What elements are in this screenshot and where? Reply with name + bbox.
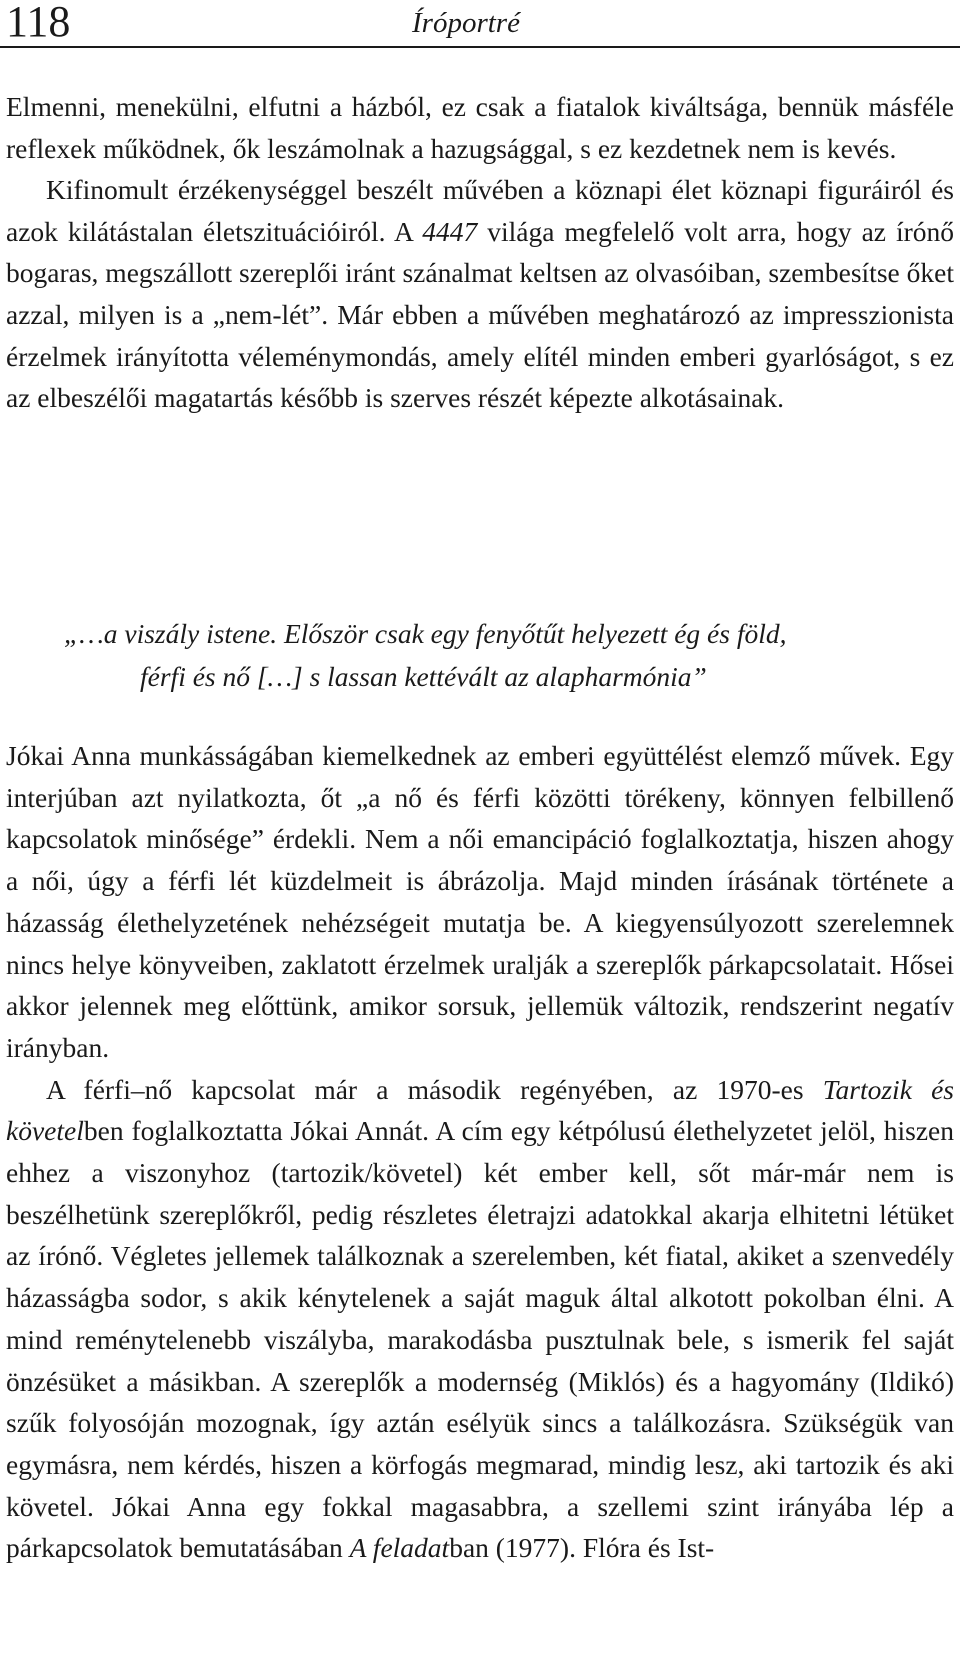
running-title: Íróportré: [412, 7, 520, 39]
page-header: [0, 0, 960, 50]
quote-line: „…a viszály istene. Először csak egy fenyőtűt helyezett ég és föld,: [64, 618, 787, 649]
motto-quote: [64, 612, 894, 698]
paragraph: Elmenni, menekülni, elfutni a házból, ez csak a fiatalok kiváltsága, bennük másféle reflexek működnek, ők leszámolnak a hazugsággal, s ez kezdetnek nem is kevés.: [6, 91, 954, 164]
paragraph: [6, 169, 954, 419]
text-block-1: [6, 86, 954, 419]
work-title: A feladat: [349, 1532, 450, 1564]
text-run: ban (1977). Flóra és Ist-: [449, 1532, 715, 1564]
work-title: Tartozik és követel: [6, 1073, 954, 1147]
work-title: 4447: [422, 215, 478, 247]
text-run: világa megfelelő volt arra, hogy az írónő bogaras, megszállott szereplői iránt szánalmat keltsen az olvasóiban, szembesítse őket azzal, milyen is a „nem-lét”. Már ebben a művében meghatározó az impresszionista érzelmek irányította véleménymondás, amely elítél minden emberi gyarlóságot, s ez az elbeszélői magatartás később is szerves részét képezte alkotásainak.: [6, 215, 954, 414]
paragraph: [6, 1069, 954, 1569]
text-run: ben foglalkoztatta Jókai Annát. A cím egy kétpólusú élethelyzetet jelöl, hiszen ehhez a viszonyhoz (tartozik/követel) két ember kell, sőt már-már nem is beszélhetünk szereplőkről, pedig részletes életrajzi adatokkal akarja elhitetni létüket az írónő. Végletes jellemek találkoznak a szerelemben, két fiatal, akiket a szenvedély házasságba sodor, s akik kénytelenek a saját maguk által alkotott pokolban élni. A mind reménytelenebb viszályba, marakodásba pusztulnak bele, s ismerik fel saját önzésüket a másikban. A szereplők a modernség (Miklós) és a hagyomány (Ildikó) szűk folyosóján mozognak, így aztán esélyük sincs a találkozásra. Szükségük van egymásra, nem kérdés, hiszen a körfogás megmarad, mindig lesz, aki tartozik és aki követel. Jókai Anna egy fokkal magasabbra, a szellemi szint irányába lép a párkapcsolatok bemutatásában: [6, 1115, 954, 1564]
text-block-2: [6, 735, 954, 1569]
quote-line: férfi és nő […] s lassan kettévált az alapharmónia”: [140, 661, 707, 692]
text-run: Kifinomult érzékenységgel beszélt művében a köznapi élet köznapi figuráiról és azok kilátástalan életszituációiról. A: [6, 174, 954, 247]
header-rule: [0, 46, 960, 48]
page-number: 118: [6, 0, 71, 46]
paragraph: Jókai Anna munkásságában kiemelkednek az emberi együttélést elemző művek. Egy interjúban azt nyilatkozta, őt „a nő és férfi közötti törékeny, könnyen felbillenő kapcsolatok minősége” érdekli. Nem a női emancipáció foglalkoztatja, hiszen ahogy a női, úgy a férfi lét küzdelmeit is ábrázolja. Majd minden írásának története a házasság élethelyzetének nehézségeit mutatja be. A kiegyensúlyozott szerelemnek nincs helye könyveiben, zaklatott érzelmek uralják a szereplők párkapcsolatait. Hősei akkor jelennek meg előttünk, amikor sorsuk, jellemük változik, rendszerint negatív irányban.: [6, 740, 954, 1063]
text-run: A férfi–nő kapcsolat már a második regényében, az 1970-es: [46, 1073, 823, 1105]
